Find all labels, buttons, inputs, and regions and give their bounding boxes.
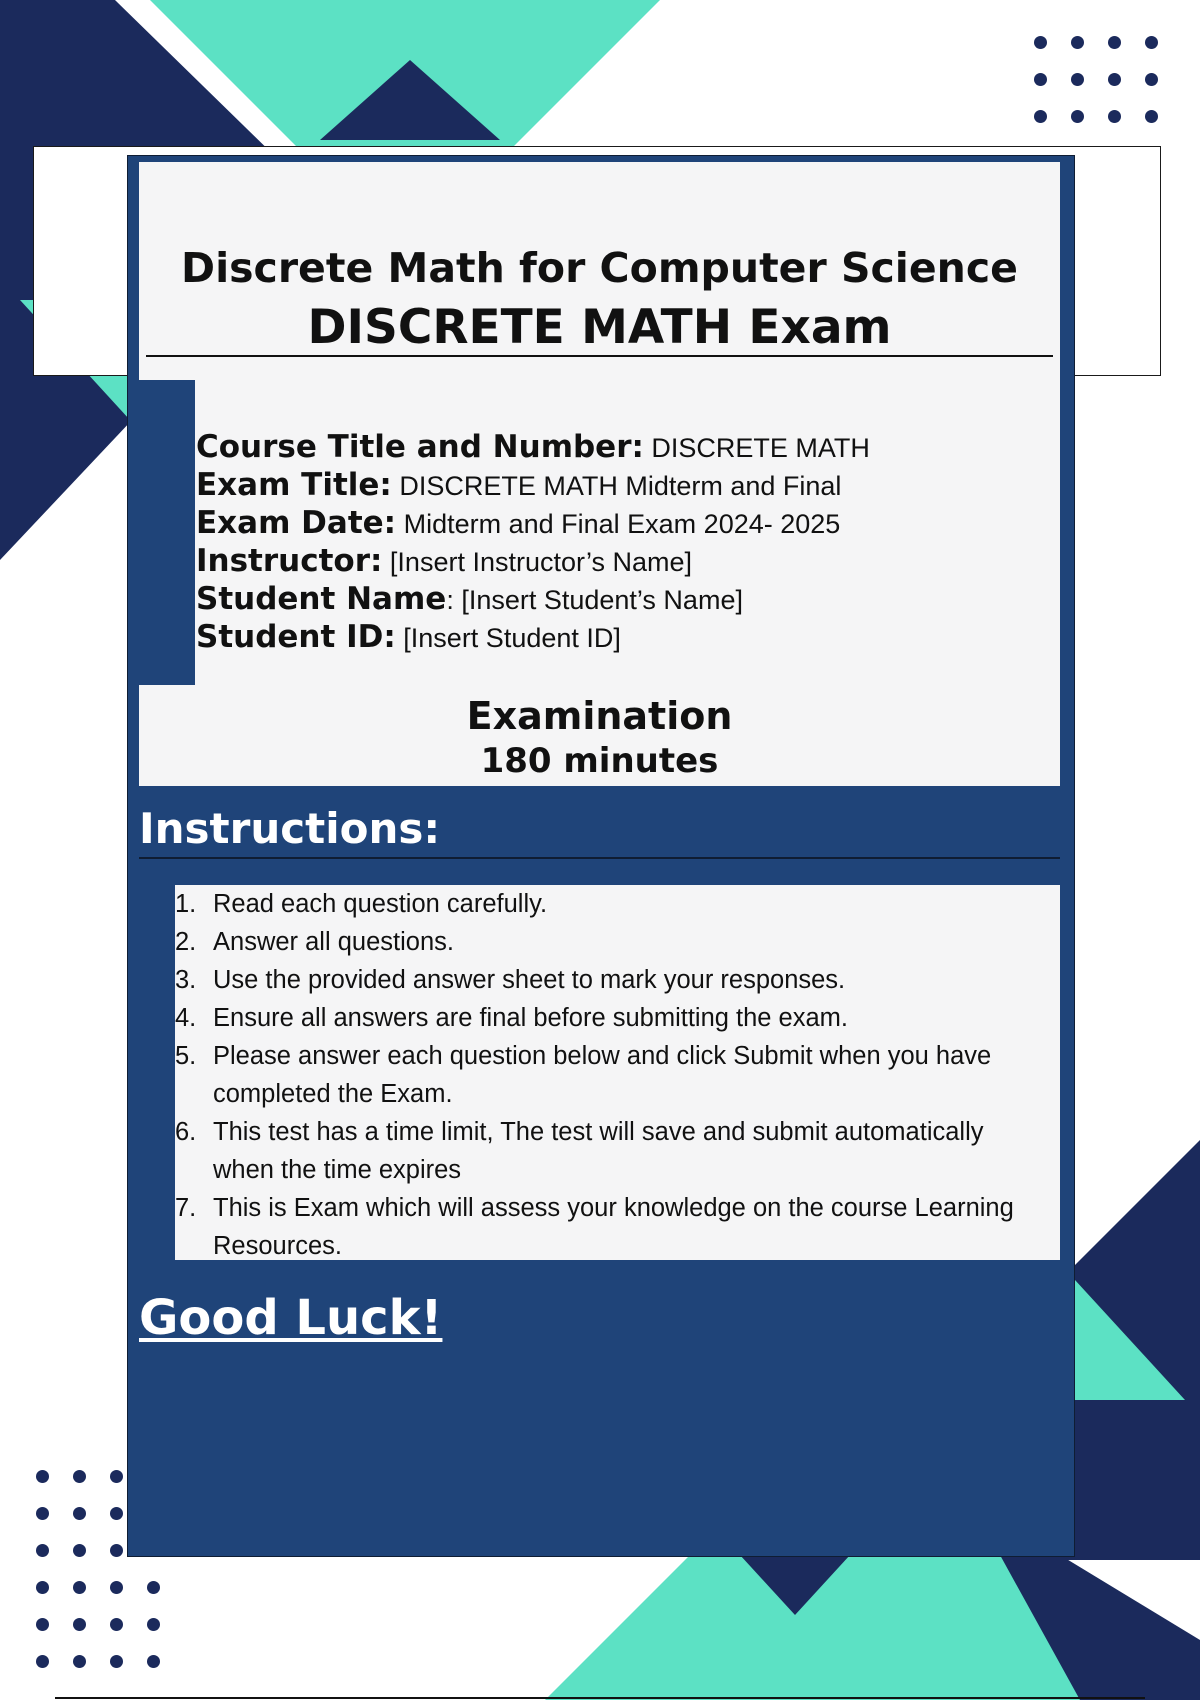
detail-exam-date [196, 504, 870, 542]
detail-label: Course Title and Number: [196, 429, 644, 465]
instruction-item [175, 1037, 1033, 1113]
detail-student-id [196, 618, 870, 656]
detail-value: : [Insert Student’s Name] [446, 585, 743, 615]
instruction-number: 3. [175, 966, 197, 994]
detail-student-name [196, 580, 870, 618]
detail-exam-title [196, 466, 870, 504]
instruction-number: 6. [175, 1118, 197, 1146]
detail-course-title [196, 428, 870, 466]
detail-label: Student Name [196, 581, 447, 617]
details-accent-bar [139, 380, 195, 685]
instructions-panel [175, 885, 1060, 1260]
instruction-text: Use the provided answer sheet to mark your responses. [213, 966, 846, 994]
detail-label: Exam Title: [196, 467, 392, 503]
detail-value: DISCRETE MATH [643, 433, 870, 463]
detail-value: DISCRETE MATH Midterm and Final [391, 471, 842, 501]
instruction-item [175, 1113, 1033, 1189]
instruction-number: 1. [175, 890, 197, 918]
exam-details-list [196, 428, 870, 656]
title-divider [146, 355, 1053, 357]
course-title: Discrete Math for Computer Science [181, 244, 1018, 292]
instruction-text: This is Exam which will assess your knowledge on the course Learning Resources. [213, 1194, 1014, 1260]
exam-duration: 180 minutes [480, 741, 719, 781]
instruction-item [175, 961, 1033, 999]
page-bottom-line [55, 1697, 1145, 1699]
detail-instructor [196, 542, 870, 580]
instruction-item [175, 923, 1033, 961]
instruction-text: Read each question carefully. [213, 890, 548, 918]
instruction-number: 4. [175, 1004, 197, 1032]
instruction-text: Answer all questions. [213, 928, 454, 956]
instruction-item [175, 1189, 1033, 1265]
detail-value: [Insert Student ID] [395, 623, 621, 653]
instructions-divider [139, 857, 1060, 859]
instructions-heading: Instructions: [139, 804, 441, 853]
detail-value: [Insert Instructor’s Name] [382, 547, 693, 577]
instruction-text: This test has a time limit, The test will save and submit automatically when the time expires [213, 1118, 984, 1184]
examination-label: Examination [466, 694, 733, 738]
detail-label: Instructor: [196, 543, 383, 579]
instruction-item [175, 999, 1033, 1037]
instruction-number: 5. [175, 1042, 197, 1070]
instruction-text: Ensure all answers are final before submitting the exam. [213, 1004, 848, 1032]
detail-value: Midterm and Final Exam 2024- 2025 [396, 509, 841, 539]
instruction-item [175, 885, 1033, 923]
good-luck-heading: Good Luck! [139, 1290, 443, 1346]
detail-label: Exam Date: [196, 505, 397, 541]
instruction-number: 7. [175, 1194, 197, 1222]
dot-grid-top-right [1034, 36, 1182, 123]
instruction-text: Please answer each question below and click Submit when you have completed the Exam. [213, 1042, 992, 1108]
instruction-number: 2. [175, 928, 197, 956]
exam-title: DISCRETE MATH Exam [307, 300, 892, 355]
detail-label: Student ID: [196, 619, 396, 655]
instructions-list [175, 885, 1033, 1265]
